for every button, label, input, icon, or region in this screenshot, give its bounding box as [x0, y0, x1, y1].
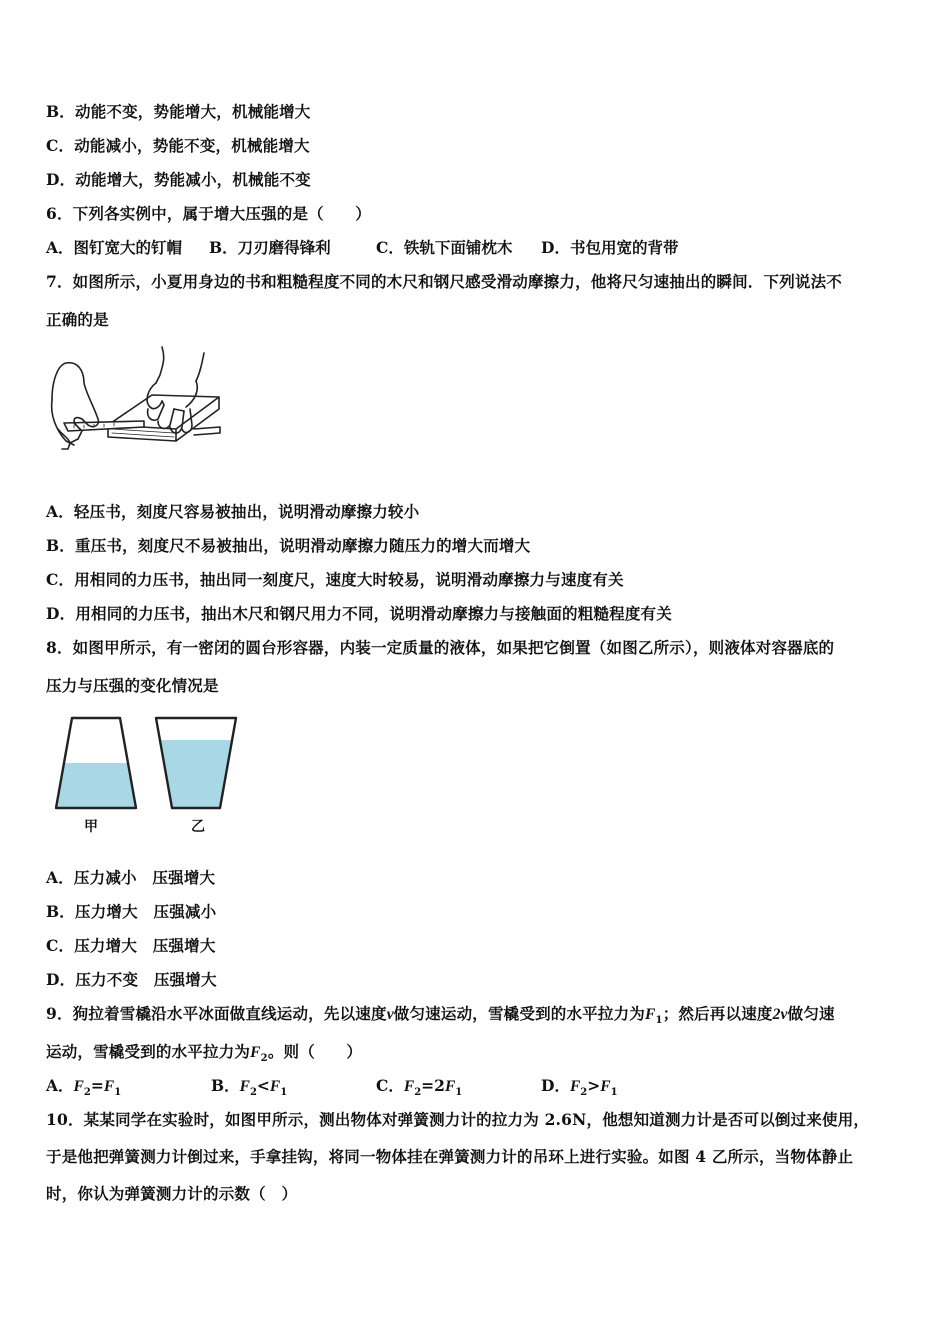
q6-stem: 6．下列各实例中，属于增大压强的是（ ） — [46, 204, 371, 223]
q8-label-jia: 甲 — [84, 819, 98, 835]
q9-option-d: D．$F_2>F_1$ — [541, 1076, 618, 1099]
q9-stem-line1: 9．狗拉着雪橇沿水平冰面做直线运动，先以速度v做匀速运动，雪橇受到的水平拉力为$F_1$；然后再以速度2v做匀速 — [46, 1004, 835, 1027]
q6-option-c: C．铁轨下面铺枕木 — [376, 238, 513, 257]
q7-stem-line1: 7．如图所示，小夏用身边的书和粗糙程度不同的木尺和钢尺感受滑动摩擦力，他将尺匀速抽出的瞬间．下列说法不 — [46, 272, 842, 291]
q7-option-b: B．重压书，刻度尺不易被抽出，说明滑动摩擦力随压力的增大而增大 — [46, 536, 531, 555]
q8-label-yi: 乙 — [191, 819, 205, 835]
q9-option-b: B．$F_2<F_1$ — [211, 1076, 288, 1099]
q8-figure-yi — [150, 712, 242, 812]
q10-stem-line2: 于是他把弹簧测力计倒过来，手拿挂钩，将同一物体挂在弹簧测力计的吊环上进行实验。如图 4 乙所示，当物体静止 — [46, 1147, 854, 1166]
q6-option-d: D．书包用宽的背带 — [541, 238, 679, 257]
q7-option-d: D．用相同的力压书，抽出木尺和钢尺用力不同，说明滑动摩擦力与接触面的粗糙程度有关 — [46, 604, 672, 623]
q7-figure-book-ruler — [44, 345, 224, 465]
q8-option-b: B．压力增大 压强减小 — [46, 902, 217, 921]
q9-option-a: A．$F_2=F_1$ — [46, 1076, 122, 1099]
q8-option-a: A．压力减小 压强增大 — [46, 868, 216, 887]
q7-option-a: A．轻压书，刻度尺容易被抽出，说明滑动摩擦力较小 — [46, 502, 420, 521]
q6-option-b: B．刀刃磨得锋利 — [209, 238, 331, 257]
q9-option-c: C．$F_2=2F_1$ — [376, 1076, 463, 1099]
q8-figure-jia — [50, 712, 142, 812]
q7-option-c: C．用相同的力压书，抽出同一刻度尺，速度大时较易，说明滑动摩擦力与速度有关 — [46, 570, 624, 589]
q8-stem-line1: 8．如图甲所示，有一密闭的圆台形容器，内装一定质量的液体，如果把它倒置（如图乙所示），则液体对容器底的 — [46, 638, 835, 657]
q9-stem-line2: 运动，雪橇受到的水平拉力为$F_2$。则（ ） — [46, 1042, 363, 1065]
q8-option-d: D．压力不变 压强增大 — [46, 970, 217, 989]
q7-stem-line2: 正确的是 — [46, 310, 109, 329]
q8-jia-liquid — [56, 763, 136, 808]
q8-option-c: C．压力增大 压强增大 — [46, 936, 216, 955]
q10-stem-line3: 时，你认为弹簧测力计的示数（ ） — [46, 1184, 298, 1203]
q6-option-a: A．图钉宽大的钉帽 — [46, 238, 183, 257]
q5-option-d: D．动能增大，势能减小，机械能不变 — [46, 170, 311, 189]
q10-stem-line1: 10．某某同学在实验时，如图甲所示，测出物体对弹簧测力计的拉力为 2.6N，他想知道测力计是否可以倒过来使用， — [46, 1110, 870, 1129]
q8-stem-line2: 压力与压强的变化情况是 — [46, 676, 219, 695]
q5-option-c: C．动能减小，势能不变，机械能增大 — [46, 136, 310, 155]
q5-option-b: B．动能不变，势能增大，机械能增大 — [46, 102, 311, 121]
